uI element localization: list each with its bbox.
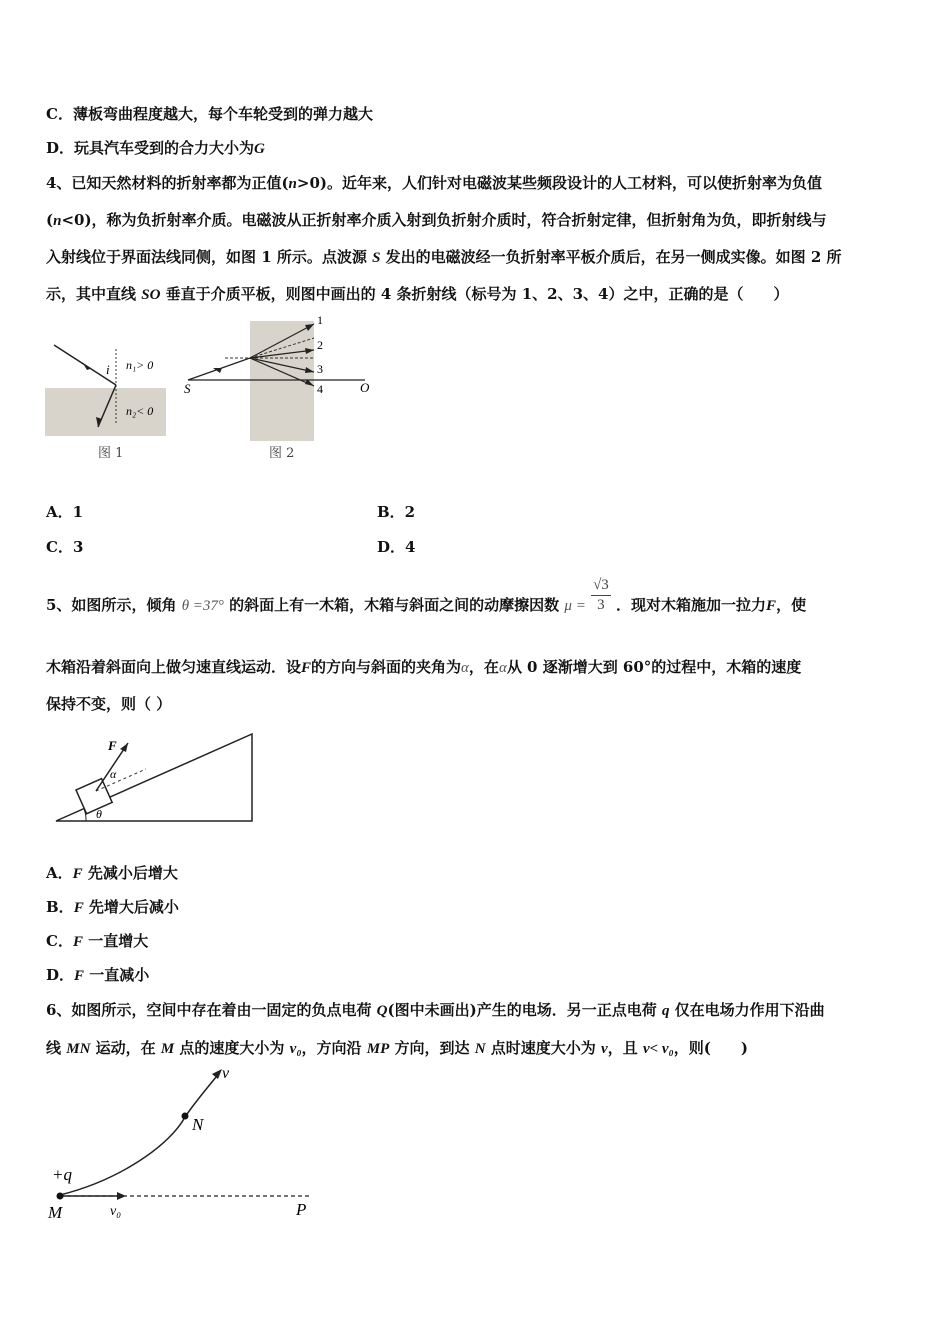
negative-index-slab	[250, 321, 314, 441]
q5-option-d[interactable]: D．F 一直减小	[46, 966, 150, 984]
figure-2-caption: 图 2	[269, 446, 295, 461]
wooden-box	[76, 779, 112, 814]
q5-incline-figure	[50, 728, 260, 828]
ray-label-4: 4	[317, 382, 323, 396]
point-n-dot	[182, 1113, 189, 1120]
q5-line-3: 保持不变，则（ ）	[46, 695, 172, 713]
mu-fraction: $\frac{√3}{3}$	[593, 576, 609, 613]
ray-label-1: 1	[317, 313, 323, 327]
n2-label: n₂< 0	[126, 404, 154, 418]
q4-option-d[interactable]: D．4	[377, 538, 416, 556]
figure-1-caption: 图 1	[98, 446, 124, 461]
point-m-label: M	[48, 1203, 63, 1222]
q4-option-c[interactable]: C．3	[46, 538, 84, 556]
point-n-label: N	[192, 1115, 204, 1134]
ray-label-2: 2	[317, 338, 323, 352]
point-s-label: S	[184, 381, 191, 396]
q4-line-3: 入射线位于界面法线同侧，如图 1 所示。点波源 S 发出的电磁波经一负折射率平板介质后，在另一侧成实像。如图 2 所	[46, 248, 842, 266]
option-d-prev: D．玩具汽车受到的合力大小为G	[46, 139, 265, 157]
charge-q-label: +q	[52, 1165, 72, 1184]
mu-symbol: μ =	[564, 598, 586, 614]
velocity-v0-arrow-icon	[117, 1192, 126, 1200]
alpha-label: α	[110, 767, 117, 781]
q6-line-1: 6、如图所示，空间中存在着由一固定的负点电荷 Q(图中未画出)产生的电场．另一正点电荷 q 仅在电场力作用下沿曲	[46, 1001, 825, 1019]
option-c-prev: C．薄板弯曲程度越大，每个车轮受到的弹力越大	[46, 105, 373, 123]
q4-line-4: 示，其中直线 SO 垂直于介质平板，则图中画出的 4 条折射线（标号为 1、2、3、4）之中，正确的是（ ）	[46, 285, 789, 303]
velocity-v0-label: v₀	[110, 1204, 122, 1219]
q5-option-c[interactable]: C．F 一直增大	[46, 932, 149, 950]
velocity-v-arrow-icon	[212, 1069, 222, 1079]
point-p-label: P	[296, 1200, 307, 1219]
theta-label: θ	[96, 807, 102, 821]
q5-option-a[interactable]: A．F 先减小后增大	[46, 864, 178, 882]
q4-option-b[interactable]: B．2	[377, 503, 416, 521]
ray-label-3: 3	[317, 362, 323, 376]
n1-label: n₁> 0	[126, 358, 154, 372]
q4-figure-2	[180, 312, 380, 462]
force-f-label: F	[108, 738, 117, 753]
velocity-v-label: v	[222, 1065, 230, 1082]
incident-arrow-icon	[82, 362, 90, 370]
q6-line-2: 线 MN 运动，在 M 点的速度大小为 v₀，方向沿 MP 方向，到达 N 点时速度大小为 v，且 v< v₀，则( )	[46, 1039, 748, 1057]
q5-line-1: 5、如图所示，倾角 θ =37° 的斜面上有一木箱，木箱与斜面之间的动摩擦因数 μ = $\frac{√3}{3}$ ．现对木箱施加一拉力F，使	[46, 576, 807, 614]
angle-i-label: i	[106, 362, 110, 377]
q5-option-b[interactable]: B．F 先增大后减小	[46, 898, 179, 916]
q6-trajectory-figure	[40, 1060, 330, 1230]
point-o-label: O	[360, 380, 370, 395]
q4-line-2: (n<0)，称为负折射率介质。电磁波从正折射率介质入射到负折射介质时，符合折射定律，但折射角为负，即折射线与	[46, 211, 827, 229]
q4-option-a[interactable]: A．1	[46, 503, 84, 521]
q4-figure-1	[40, 335, 175, 465]
theta-equation: θ =37°	[181, 598, 224, 614]
point-m-dot	[57, 1193, 64, 1200]
force-arrow-icon	[120, 743, 128, 752]
q4-line-1: 4、已知天然材料的折射率都为正值(n>0)。近年来，人们针对电磁波某些频段设计的人工材料，可以使折射率为负值	[46, 174, 822, 192]
q5-line-2: 木箱沿着斜面向上做匀速直线运动．设F的方向与斜面的夹角为α，在α从 0 逐渐增大到 60°的过程中，木箱的速度	[46, 658, 802, 676]
